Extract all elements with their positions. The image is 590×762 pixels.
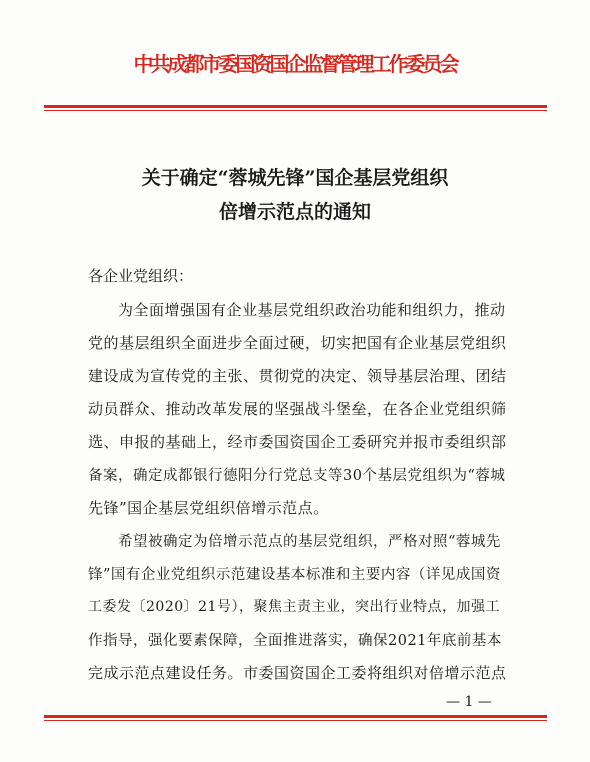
body-line-9: 锋”国有企业党组织示范建设基本标准和主要内容（详见成国资 — [88, 567, 501, 583]
issuer-header: 中共成都市委国资国企监督管理工作委员会 — [133, 52, 457, 76]
document-title-line-1: 关于确定“蓉城先锋”国企基层党组织 — [141, 167, 449, 189]
body-line-3: 建设成为宣传党的主张、贯彻党的决定、领导基层治理、团结 — [88, 367, 507, 385]
body-line-11: 作指导，强化要素保障，全面推进落实，确保2021年底前基本 — [88, 633, 502, 649]
header-red-rule-thin — [44, 110, 547, 111]
body-line-10: 工委发〔2020〕21号），聚焦主责主业，突出行业特点，加强工 — [88, 599, 500, 615]
document-title-line-2: 倍增示范点的通知 — [218, 201, 371, 223]
body-line-12: 完成示范点建设任务。市委国资国企工委将组织对倍增示范点 — [88, 664, 507, 682]
body-line-4: 动员群众、推动改革发展的坚强战斗堡垒，在各企业党组织筛 — [88, 400, 507, 418]
page-number: — 1 — — [446, 694, 492, 710]
salutation: 各企业党组织： — [88, 267, 194, 285]
body-line-7: 先锋”国企基层党组织倍增示范点。 — [88, 499, 329, 517]
header-red-rule-thick — [44, 105, 547, 108]
body-line-1: 为全面增强国有企业基层党组织政治功能和组织力，推动 — [118, 301, 506, 319]
footer-red-rule-thin — [44, 720, 547, 721]
body-line-8: 希望被确定为倍增示范点的基层党组织，严格对照“蓉城先 — [118, 534, 501, 550]
body-line-5: 选、申报的基础上，经市委国资国企工委研究并报市委组织部 — [88, 433, 507, 451]
body-line-2: 党的基层组织全面进步全面过硬，切实把国有企业基层党组织 — [88, 334, 507, 352]
body-line-6: 备案，确定成都银行德阳分行党总支等30个基层党组织为“蓉城 — [88, 468, 506, 484]
footer-red-rule-thick — [44, 715, 547, 718]
